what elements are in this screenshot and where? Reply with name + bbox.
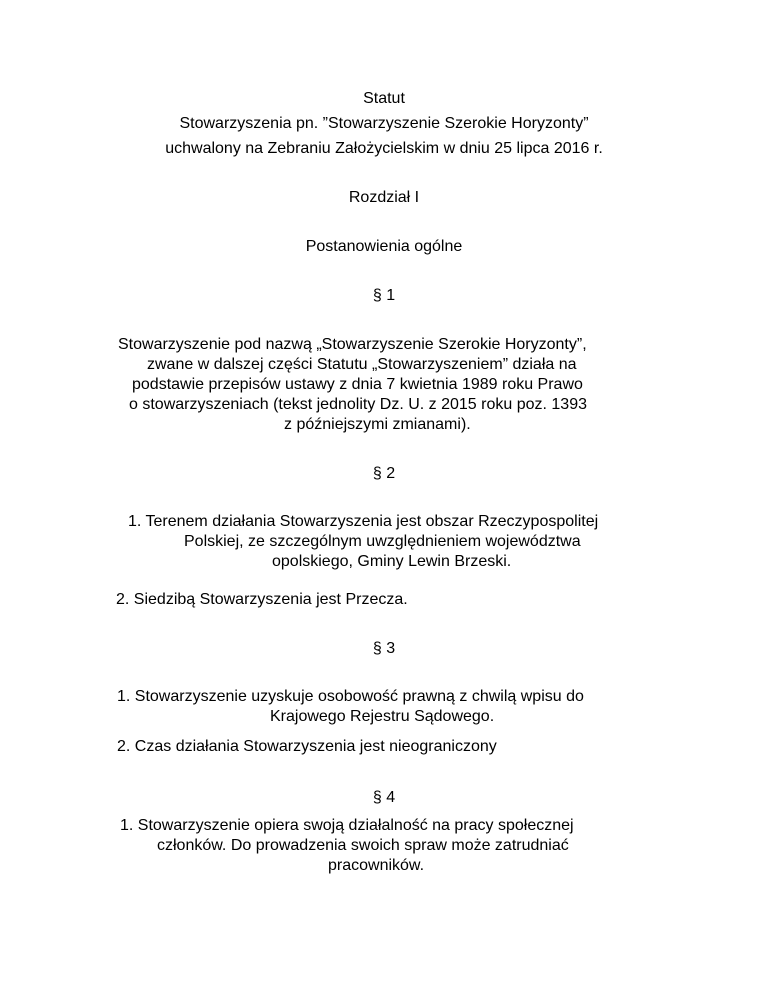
section-4-item-1-line: 1. Stowarzyszenie opiera swoją działalność na pracy społecznej <box>120 817 574 834</box>
adoption-note: uchwalony na Zebraniu Założycielskim w dniu 25 lipca 2016 r. <box>165 140 603 157</box>
section-2-item-2: 2. Siedzibą Stowarzyszenia jest Przecza. <box>116 591 408 608</box>
section-3-item-2: 2. Czas działania Stowarzyszenia jest nieograniczony <box>117 738 497 755</box>
section-2-item-1-line: 1. Terenem działania Stowarzyszenia jest obszar Rzeczypospolitej <box>128 513 599 530</box>
section-2-item-1-line: opolskiego, Gminy Lewin Brzeski. <box>272 553 512 570</box>
section-1-heading: § 1 <box>372 287 396 304</box>
section-3-heading: § 3 <box>372 640 396 657</box>
section-4-heading: § 4 <box>372 789 396 806</box>
section-3-item-1-line: Krajowego Rejestru Sądowego. <box>270 708 495 725</box>
section-1-line: Stowarzyszenie pod nazwą „Stowarzyszenie Szerokie Horyzonty”, <box>118 336 587 353</box>
section-4-item-1-line: pracowników. <box>328 857 425 874</box>
section-2-heading: § 2 <box>372 465 396 482</box>
document-title: Statut <box>363 90 405 107</box>
document-subtitle: Stowarzyszenia pn. ”Stowarzyszenie Szerokie Horyzonty” <box>179 115 589 132</box>
section-2-item-1-line: Polskiej, ze szczególnym uwzględnieniem województwa <box>184 533 581 550</box>
section-4-item-1-line: członków. Do prowadzenia swoich spraw może zatrudniać <box>157 837 569 854</box>
chapter-title: Postanowienia ogólne <box>305 238 463 255</box>
chapter-label: Rozdział I <box>348 189 420 206</box>
section-1-line: z późniejszymi zmianami). <box>284 416 471 433</box>
section-1-line: podstawie przepisów ustawy z dnia 7 kwietnia 1989 roku Prawo <box>132 376 583 393</box>
section-1-line: zwane w dalszej części Statutu „Stowarzyszeniem” działa na <box>147 356 577 373</box>
section-3-item-1-line: 1. Stowarzyszenie uzyskuje osobowość prawną z chwilą wpisu do <box>117 688 584 705</box>
section-1-line: o stowarzyszeniach (tekst jednolity Dz. U. z 2015 roku poz. 1393 <box>129 396 587 413</box>
